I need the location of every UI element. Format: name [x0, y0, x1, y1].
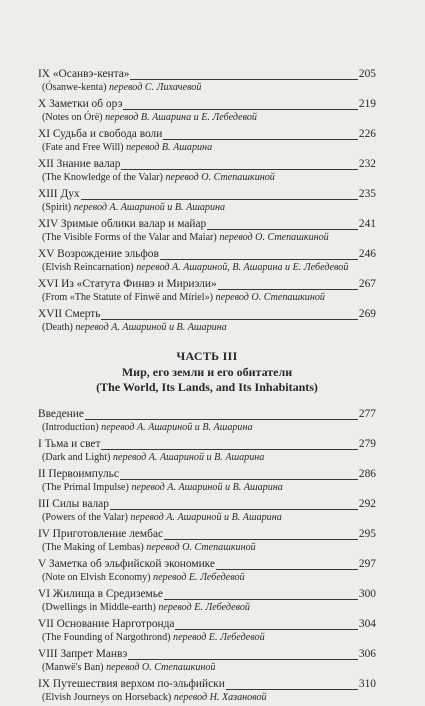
toc-entry-credit: перевод Н. Хазановой — [173, 692, 267, 703]
toc-entry-introduction[interactable] — [38, 406, 376, 436]
toc-entry-credit: перевод С. Лихачевой — [109, 82, 202, 93]
dot-leader — [120, 479, 358, 480]
toc-entry-page: 310 — [358, 678, 376, 690]
toc-entry-title: VI Жилища в Средиземье — [38, 588, 163, 600]
toc-entry-title: II Первоимпульс — [38, 468, 119, 480]
dot-leader — [207, 229, 358, 230]
toc-entry-title: XIV Зримые облики валар и майар — [38, 218, 207, 230]
dot-leader — [130, 79, 357, 80]
toc-entry-page: 297 — [358, 558, 376, 570]
toc-entry-death[interactable] — [38, 306, 376, 336]
toc-entry-title: I Тьма и свет — [38, 438, 101, 450]
toc-entry-spirit[interactable] — [38, 186, 376, 216]
dot-leader — [123, 109, 357, 110]
toc-entry-original: (The Visible Forms of the Valar and Maiar) — [42, 232, 217, 243]
toc-entry-page: 226 — [358, 128, 376, 140]
toc-entry-original: (The Knowledge of the Valar) — [42, 172, 163, 183]
toc-entry-title: XIII Дух — [38, 188, 80, 200]
dot-leader — [164, 599, 358, 600]
toc-entry-page: 219 — [358, 98, 376, 110]
toc-entry-original: (Dark and Light) — [42, 452, 111, 463]
toc-entry-notes-on-ore[interactable] — [38, 96, 376, 126]
toc-entry-dwellings[interactable] — [38, 586, 376, 616]
dot-leader — [128, 659, 358, 660]
toc-entry-title: Введение — [38, 408, 84, 420]
toc-entry-page: 267 — [358, 278, 376, 290]
toc-entry-credit: перевод О. Степашкиной — [219, 232, 329, 243]
toc-entry-credit: перевод О. Степашкиной — [146, 542, 256, 553]
toc-entry-credit: перевод Е. Лебедевой — [158, 602, 250, 613]
toc-entry-original: (Dwellings in Middle-earth) — [42, 602, 156, 613]
toc-entry-title: XVI Из «Статута Финвэ и Мириэли» — [38, 278, 217, 290]
toc-entry-credit: перевод Е. Лебедевой — [153, 572, 245, 583]
toc-entry-page: 269 — [358, 308, 376, 320]
dot-leader — [81, 199, 358, 200]
dot-leader — [110, 509, 358, 510]
toc-entry-title: IV Приготовление лембас — [38, 528, 164, 540]
toc-entry-page: 295 — [358, 528, 376, 540]
toc-entry-title: XII Знание валар — [38, 158, 121, 170]
toc-entry-knowledge-valar[interactable] — [38, 156, 376, 186]
toc-entry-original: (Ósanwe-kenta) — [42, 82, 107, 93]
toc-entry-original: (From «The Statute of Finwë and Míriel») — [42, 292, 214, 303]
toc-entry-original: (Death) — [42, 322, 73, 333]
toc-entry-credit: перевод А. Ашариной и В. Ашарина — [75, 322, 227, 333]
toc-entry-original: (Manwë's Ban) — [42, 662, 104, 673]
toc-entry-original: (Note on Elvish Economy) — [42, 572, 151, 583]
toc-entry-statute-finwe[interactable] — [38, 276, 376, 306]
toc-entry-title: III Силы валар — [38, 498, 109, 510]
toc-entry-page: 205 — [358, 68, 376, 80]
toc-entry-title: XI Судьба и свобода воли — [38, 128, 163, 140]
toc-entry-title: V Заметка об эльфийской экономике — [38, 558, 215, 570]
toc-entry-primal-impulse[interactable] — [38, 466, 376, 496]
dot-leader — [101, 449, 357, 450]
toc-entry-title: VIII Запрет Манвэ — [38, 648, 128, 660]
toc-entry-elvish-economy[interactable] — [38, 556, 376, 586]
toc-entry-page: 306 — [358, 648, 376, 660]
dot-leader — [160, 259, 358, 260]
toc-entry-page: 279 — [358, 438, 376, 450]
toc-entry-page: 241 — [358, 218, 376, 230]
toc-entry-page: 300 — [358, 588, 376, 600]
toc-entry-powers-valar[interactable] — [38, 496, 376, 526]
toc-entry-title: XV Возрождение эльфов — [38, 248, 159, 260]
toc-entry-page: 304 — [358, 618, 376, 630]
dot-leader — [101, 319, 357, 320]
toc-entry-credit: перевод А. Ашариной и В. Ашарина — [131, 482, 283, 493]
part-title: Мир, его земли и его обитатели — [121, 365, 293, 379]
toc-entry-credit: перевод О. Степашкиной — [165, 172, 275, 183]
toc-entry-original: (The Primal Impulse) — [42, 482, 129, 493]
dot-leader — [121, 169, 357, 170]
toc-entry-credit: перевод О. Степашкиной — [106, 662, 216, 673]
toc-entry-title: X Заметки об орэ — [38, 98, 123, 110]
part-label: ЧАСТЬ III — [176, 349, 238, 363]
toc-entry-credit: перевод О. Степашкиной — [215, 292, 325, 303]
toc-entry-original: (The Founding of Nargothrond) — [42, 632, 171, 643]
toc-entry-credit: перевод Е. Лебедевой — [173, 632, 265, 643]
toc-section-part3 — [38, 406, 376, 706]
dot-leader — [226, 689, 358, 690]
toc-entry-original: (Notes on Órë) — [42, 112, 103, 123]
dot-leader — [163, 139, 358, 140]
toc-entry-credit: перевод В. Ашарина — [126, 142, 213, 153]
toc-entry-credit: перевод А. Ашариной и В. Ашарина — [130, 512, 282, 523]
toc-entry-title: XVII Смерть — [38, 308, 101, 320]
toc-entry-page: 235 — [358, 188, 376, 200]
toc-entry-original: (The Making of Lembas) — [42, 542, 144, 553]
dot-leader — [164, 539, 358, 540]
toc-entry-credit: перевод А. Ашариной и В. Ашарина — [101, 422, 253, 433]
toc-entry-manwe-ban[interactable] — [38, 646, 376, 676]
toc-entry-page: 292 — [358, 498, 376, 510]
toc-entry-page: 232 — [358, 158, 376, 170]
toc-entry-fate-free-will[interactable] — [38, 126, 376, 156]
toc-entry-visible-forms[interactable] — [38, 216, 376, 246]
part-heading — [38, 349, 376, 395]
toc-section-part2-end — [38, 66, 376, 336]
toc-entry-page: 277 — [358, 408, 376, 420]
toc-entry-credit: перевод А. Ашариной и В. Ашарина — [112, 452, 265, 463]
toc-entry-original: (Elvish Journeys on Horseback) — [42, 692, 172, 703]
toc-entry-page: 246 — [358, 248, 376, 260]
toc-entry-credit: перевод В. Ашарина и Е. Лебедевой — [105, 112, 257, 123]
toc-entry-original: (Fate and Free Will) — [42, 142, 124, 153]
dot-leader — [175, 629, 357, 630]
toc-entry-original: (Elvish Reincarnation) — [42, 262, 134, 273]
toc-entry-elvish-reincarnation[interactable] — [38, 246, 376, 276]
toc-entry-founding-nargothrond[interactable] — [38, 616, 376, 646]
toc-entry-title: IX Путешествия верхом по-эльфийски — [38, 678, 225, 690]
toc-entry-dark-and-light[interactable] — [38, 436, 376, 466]
dot-leader — [218, 289, 358, 290]
toc-entry-original: (Introduction) — [42, 422, 99, 433]
dot-leader — [216, 569, 358, 570]
toc-entry-credit: перевод А. Ашариной и В. Ашарина — [73, 202, 226, 213]
toc-entry-original: (Powers of the Valar) — [42, 512, 128, 523]
toc-entry-page: 286 — [358, 468, 376, 480]
toc-entry-title: IX «Осанвэ-кента» — [38, 68, 130, 80]
toc-entry-original: (Spirit) — [42, 202, 72, 213]
toc-entry-credit: перевод А. Ашариной, В. Ашарина и Е. Лебедевой — [136, 262, 349, 273]
toc-entry-osanwe[interactable] — [38, 66, 376, 96]
dot-leader — [85, 419, 358, 420]
part-title-english: (The World, Its Lands, and Its Inhabitants) — [96, 380, 318, 394]
toc-entry-making-lembas[interactable] — [38, 526, 376, 556]
toc-entry-elvish-journeys[interactable] — [38, 676, 376, 706]
toc-entry-title: VII Основание Нарготронда — [38, 618, 175, 630]
